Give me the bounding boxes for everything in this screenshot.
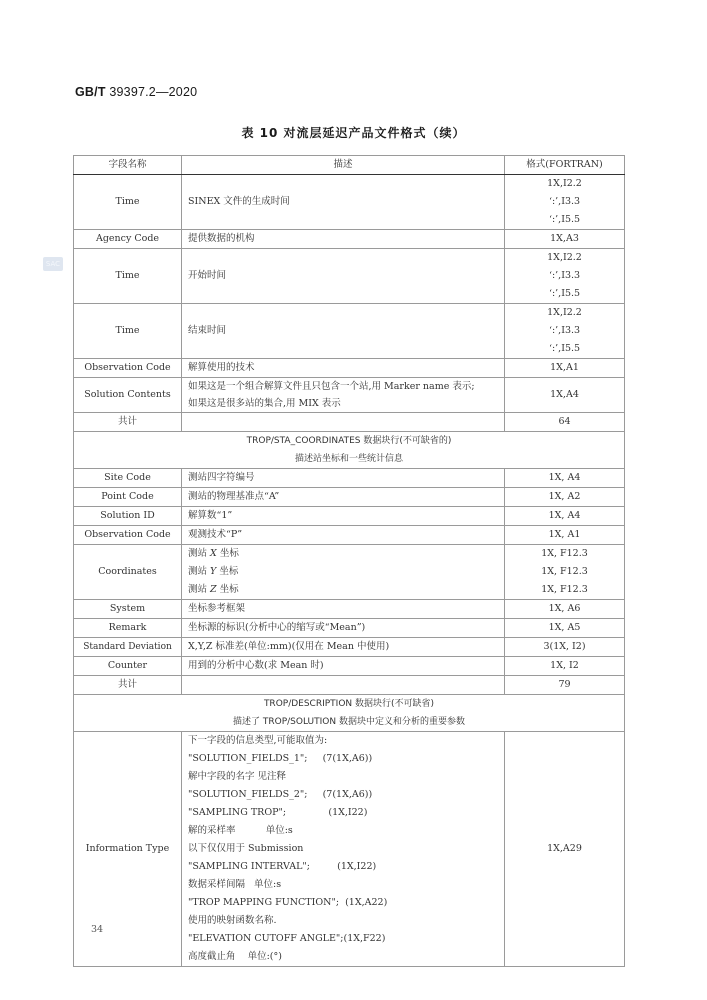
format-line: ‘:’,I5.5 — [548, 343, 581, 354]
description-line: 下一字段的信息类型,可能取值为: — [188, 735, 328, 746]
field-name: Solution Contents — [74, 378, 182, 413]
description-line: "SOLUTION_FIELDS_2"; (7(1X,A6)) — [188, 789, 373, 800]
format-line: 1X, F12.3 — [541, 566, 588, 577]
field-format — [505, 545, 625, 600]
section-title: TROP/STA_COORDINATES 数据块行(不可缺省的) — [246, 436, 452, 446]
field-description: 测站四字符编号 — [182, 469, 505, 488]
table-row — [74, 359, 625, 378]
field-name: Solution ID — [74, 507, 182, 526]
standard-prefix: GB/T — [75, 85, 106, 99]
total-label: 共计 — [74, 413, 182, 432]
field-description: 解算使用的技术 — [182, 359, 505, 378]
description-line: 以下仅仅用于 Submission — [188, 843, 304, 854]
field-format: 1X,A29 — [505, 732, 625, 967]
section-header-row — [74, 432, 625, 469]
field-description: 用到的分析中心数(求 Mean 时) — [182, 657, 505, 676]
total-value: 64 — [505, 413, 625, 432]
section-header-sta-coordinates — [74, 432, 625, 469]
table-header-row — [74, 156, 625, 175]
field-format — [505, 175, 625, 230]
field-description: 测站的物理基准点“A” — [182, 488, 505, 507]
field-description: SINEX 文件的生成时间 — [182, 175, 505, 230]
description-line: 使用的映射函数名称. — [188, 915, 277, 926]
description-line: 如果这是很多站的集合,用 MIX 表示 — [188, 398, 341, 409]
field-name: Site Code — [74, 469, 182, 488]
format-line: 1X,I2.2 — [547, 307, 582, 318]
section-subtitle: 描述站坐标和一些统计信息 — [294, 454, 403, 464]
standard-number: 39397.2—2020 — [109, 85, 198, 99]
description-line — [188, 563, 498, 581]
section-header-trop-description — [74, 695, 625, 732]
section-header-row — [74, 695, 625, 732]
description-line: "SAMPLING INTERVAL"; (1X,I22) — [188, 861, 377, 872]
description-line — [188, 545, 498, 563]
description-line: 解的采样率 单位:s — [188, 825, 293, 836]
field-name: Information Type — [74, 732, 182, 967]
total-empty — [182, 676, 505, 695]
field-description: 提供数据的机构 — [182, 230, 505, 249]
field-format: 1X,A1 — [505, 359, 625, 378]
field-name: Counter — [74, 657, 182, 676]
description-line — [188, 581, 498, 599]
table-row — [74, 526, 625, 545]
standard-number-header — [75, 85, 197, 99]
field-format: 1X, I2 — [505, 657, 625, 676]
description-line: 如果这是一个组合解算文件且只包含一个站,用 Marker name 表示; — [188, 381, 475, 392]
table-row — [74, 657, 625, 676]
sac-watermark-logo: SAC — [43, 257, 63, 271]
field-name: Point Code — [74, 488, 182, 507]
format-line: ‘:’,I5.5 — [548, 214, 581, 225]
field-description: 坐标参考框架 — [182, 600, 505, 619]
table-row — [74, 249, 625, 304]
table-row — [74, 619, 625, 638]
total-value: 79 — [505, 676, 625, 695]
field-name: Observation Code — [74, 359, 182, 378]
total-row — [74, 413, 625, 432]
field-name: Time — [74, 304, 182, 359]
field-format: 1X, A2 — [505, 488, 625, 507]
table-row — [74, 507, 625, 526]
format-line: ‘:’,I3.3 — [548, 196, 581, 207]
total-empty — [182, 413, 505, 432]
field-name: Coordinates — [74, 545, 182, 600]
format-line: ‘:’,I3.3 — [548, 325, 581, 336]
text: 坐标 — [216, 566, 239, 577]
field-description: 坐标源的标识(分析中心的缩写或“Mean”) — [182, 619, 505, 638]
field-description — [182, 545, 505, 600]
field-description — [182, 378, 505, 413]
text: 测站 — [188, 548, 211, 559]
table-row — [74, 469, 625, 488]
text: 坐标 — [216, 584, 239, 595]
table-row — [74, 378, 625, 413]
table-row — [74, 638, 625, 657]
total-label: 共计 — [74, 676, 182, 695]
field-description — [182, 732, 505, 967]
total-row — [74, 676, 625, 695]
field-description: 解算数“1” — [182, 507, 505, 526]
format-line: 1X,I2.2 — [547, 178, 582, 189]
field-format — [505, 249, 625, 304]
description-line: 数据采样间隔 单位:s — [188, 879, 282, 890]
format-line: ‘:’,I3.3 — [548, 270, 581, 281]
table-title: 表 10 对流层延迟产品文件格式（续） — [241, 126, 466, 140]
field-description: 开始时间 — [182, 249, 505, 304]
format-line: ‘:’,I5.5 — [548, 288, 581, 299]
description-line: "SOLUTION_FIELDS_1"; (7(1X,A6)) — [188, 753, 373, 764]
field-description: 观测技术“P” — [182, 526, 505, 545]
format-line: 1X, F12.3 — [541, 584, 588, 595]
page-number: 34 — [91, 924, 104, 935]
field-name: System — [74, 600, 182, 619]
description-line: "ELEVATION CUTOFF ANGLE";(1X,F22) — [188, 933, 386, 944]
table-row — [74, 732, 625, 967]
section-subtitle: 描述了 TROP/SOLUTION 数据块中定义和分析的重要参数 — [233, 717, 465, 727]
field-name: Time — [74, 175, 182, 230]
header-field-name: 字段名称 — [74, 156, 182, 175]
axis-variable: Z — [210, 584, 217, 595]
field-format: 1X,A3 — [505, 230, 625, 249]
table-row — [74, 545, 625, 600]
field-description: X,Y,Z 标准差(单位:mm)(仅用在 Mean 中使用) — [182, 638, 505, 657]
field-name: Time — [74, 249, 182, 304]
field-name: Agency Code — [74, 230, 182, 249]
field-format: 1X, A4 — [505, 469, 625, 488]
field-format: 3(1X, I2) — [505, 638, 625, 657]
axis-variable: Y — [210, 566, 217, 577]
description-line: 高度截止角 单位:(°) — [188, 951, 282, 962]
header-description: 描述 — [182, 156, 505, 175]
text: 测站 — [188, 584, 211, 595]
table-row — [74, 304, 625, 359]
table-row — [74, 600, 625, 619]
description-line: 解中字段的名字 见注释 — [188, 771, 287, 782]
field-format: 1X, A5 — [505, 619, 625, 638]
text: 坐标 — [216, 548, 239, 559]
format-line: 1X, F12.3 — [541, 548, 588, 559]
text: 测站 — [188, 566, 211, 577]
field-name: Observation Code — [74, 526, 182, 545]
table-row — [74, 488, 625, 507]
field-format — [505, 304, 625, 359]
description-line: "SAMPLING TROP"; (1X,I22) — [188, 807, 368, 818]
field-format: 1X, A6 — [505, 600, 625, 619]
table-row — [74, 230, 625, 249]
header-format: 格式(FORTRAN) — [505, 156, 625, 175]
table-row — [74, 175, 625, 230]
field-name: Standard Deviation — [74, 638, 182, 657]
description-line: "TROP MAPPING FUNCTION"; (1X,A22) — [188, 897, 388, 908]
field-description: 结束时间 — [182, 304, 505, 359]
format-table — [73, 155, 625, 967]
field-format: 1X, A1 — [505, 526, 625, 545]
field-format: 1X, A4 — [505, 507, 625, 526]
format-line: 1X,I2.2 — [547, 252, 582, 263]
field-name: Remark — [74, 619, 182, 638]
field-format: 1X,A4 — [505, 378, 625, 413]
section-title: TROP/DESCRIPTION 数据块行(不可缺省) — [263, 699, 435, 709]
axis-variable: X — [210, 548, 217, 559]
